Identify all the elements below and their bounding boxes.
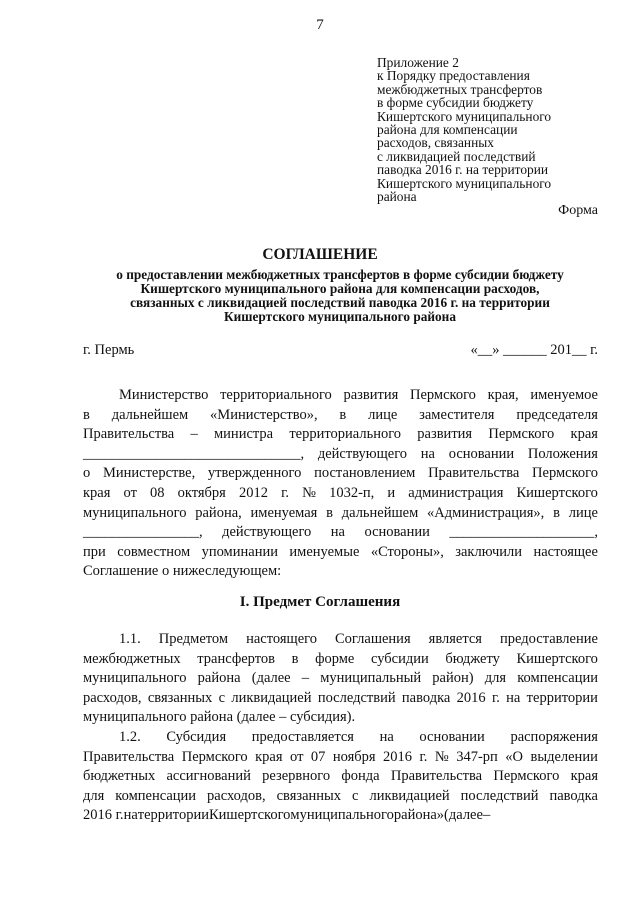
- word: на: [379, 729, 394, 745]
- word: в: [326, 504, 333, 521]
- word: Субсидия: [166, 729, 227, 745]
- page-number: 7: [316, 17, 324, 33]
- word: при: [83, 543, 106, 560]
- word: Правительства: [390, 768, 483, 785]
- word: Соглашение о нижеследующем:: [83, 563, 282, 580]
- word: именуемые: [289, 543, 360, 560]
- date-placeholder: «__» ______ 201__ г.: [470, 342, 598, 358]
- clause-line: [119, 630, 598, 649]
- preamble-line: [83, 464, 598, 483]
- word: муниципального района (далее – субсидия).: [83, 709, 356, 726]
- word: района: [197, 670, 241, 687]
- word: Пермского: [488, 426, 555, 443]
- section-heading: I. Предмет Соглашения: [239, 594, 401, 610]
- word: заместителя: [419, 406, 495, 423]
- word: от: [123, 485, 137, 501]
- word: лице: [368, 406, 398, 423]
- word: министра: [214, 426, 274, 443]
- clause-line: [83, 806, 598, 825]
- word: Кишертского: [208, 807, 291, 824]
- word: –: [190, 426, 198, 443]
- appendix-line: района для компенсации: [377, 122, 518, 138]
- word: Министерстве,: [102, 465, 196, 482]
- place-of-signing: г. Пермь: [83, 342, 135, 358]
- word: «Администрация»,: [427, 504, 545, 521]
- agreement-subtitle: [70, 268, 610, 324]
- word: территории: [526, 689, 598, 706]
- preamble-line: [83, 523, 598, 542]
- word: администрация: [408, 485, 504, 501]
- word: компенсации: [115, 787, 197, 804]
- word: дальнейшем: [111, 406, 189, 423]
- word: 08: [150, 485, 165, 501]
- clause-line: [83, 689, 598, 708]
- word: с: [218, 689, 226, 706]
- word: Предметом: [158, 631, 229, 647]
- word: 2016 г.: [83, 807, 124, 824]
- word: 2012: [238, 485, 268, 501]
- word: «Стороны»,: [370, 543, 444, 560]
- word: бюджетных: [83, 768, 156, 785]
- word: связанных: [276, 787, 342, 804]
- clause-line: [83, 650, 598, 669]
- word: Министерство: [119, 387, 209, 403]
- word: Пермского: [181, 748, 248, 765]
- word: –: [482, 807, 491, 824]
- word: форме: [315, 650, 355, 667]
- clause-line: [83, 748, 598, 767]
- word: район): [432, 670, 474, 687]
- appendix-line: паводка 2016 г. на территории: [377, 162, 549, 178]
- word: развития: [343, 387, 399, 403]
- word: Положения: [527, 445, 598, 462]
- word: на: [420, 445, 435, 462]
- word: связанных: [147, 689, 213, 706]
- word: Правительства: [428, 465, 520, 482]
- preamble-line: [83, 484, 598, 503]
- word: лице: [568, 504, 598, 521]
- word: в: [553, 504, 560, 521]
- word: настоящее: [533, 543, 598, 560]
- word: трансфертов: [197, 650, 275, 667]
- word: именуемая: [250, 504, 318, 521]
- preamble-line: [83, 425, 598, 444]
- word: основании: [419, 729, 485, 745]
- word: Правительства: [83, 748, 175, 765]
- word: 1.2.: [119, 729, 141, 745]
- word: муниципального: [290, 807, 394, 824]
- word: «О: [505, 748, 524, 765]
- word: г.: [281, 485, 290, 501]
- word: бюджету: [445, 650, 500, 667]
- appendix-line: Кишертского муниципального: [377, 108, 552, 124]
- word: паводка: [401, 689, 451, 706]
- word: заключили: [455, 543, 523, 560]
- word: территориального: [289, 426, 402, 443]
- word: предоставление: [500, 631, 598, 647]
- word: края,: [487, 387, 519, 403]
- agreement-title: СОГЛАШЕНИЕ: [262, 246, 378, 263]
- appendix-line: расходов, связанных: [377, 135, 494, 151]
- word: ________________,: [83, 524, 203, 541]
- word: (далее: [444, 807, 483, 824]
- word: 1032-п,: [329, 485, 375, 501]
- word: Соглашения: [335, 631, 411, 647]
- word: Пермского: [532, 465, 598, 482]
- word: 1.1.: [119, 631, 141, 647]
- word: №: [302, 485, 316, 501]
- word: фонда: [341, 768, 380, 785]
- word: для: [83, 787, 105, 804]
- clause-line: [83, 669, 598, 688]
- word: 2016: [456, 689, 486, 706]
- word: территории: [137, 807, 209, 824]
- word: «Министерство»,: [210, 406, 318, 423]
- word: Пермского: [493, 768, 560, 785]
- word: Правительства: [83, 426, 175, 443]
- word: ____________________,: [449, 524, 598, 541]
- word: г.: [491, 689, 500, 706]
- word: председателя: [516, 406, 598, 423]
- form-label: Форма: [558, 203, 598, 218]
- word: в: [291, 650, 299, 667]
- word: октября: [177, 485, 226, 501]
- clause-line: [83, 767, 598, 786]
- word: предоставляется: [251, 729, 354, 745]
- word: компенсации: [517, 670, 598, 687]
- word: дальнейшем: [341, 504, 419, 521]
- word: именуемое: [530, 387, 598, 403]
- word: о: [83, 465, 91, 482]
- word: распоряжения: [510, 729, 598, 745]
- word: на: [330, 524, 345, 541]
- word: выделении: [530, 748, 598, 765]
- clause-line: [83, 787, 598, 806]
- word: субсидии: [370, 650, 429, 667]
- subtitle-line: о предоставлении межбюджетных трансфертов в форме субсидии бюджету: [116, 267, 564, 282]
- word: в: [83, 406, 90, 423]
- word: на: [123, 807, 138, 824]
- preamble-line: [119, 386, 598, 405]
- word: района,: [195, 504, 242, 521]
- word: края: [83, 485, 111, 501]
- word: действующего: [317, 445, 408, 462]
- word: Пермского: [409, 387, 476, 403]
- preamble-line: [83, 543, 598, 562]
- word: 07: [310, 748, 326, 765]
- word: Кишертского: [516, 650, 598, 667]
- word: 2016: [383, 748, 413, 765]
- word: развития: [417, 426, 473, 443]
- word: основании: [364, 524, 430, 541]
- word: последствий: [317, 689, 396, 706]
- word: является: [428, 631, 482, 647]
- clause-line: [83, 708, 598, 727]
- word: ассигнований: [166, 768, 251, 785]
- word: района»: [393, 807, 445, 824]
- word: паводка: [549, 787, 598, 804]
- word: совместном: [117, 543, 191, 560]
- preamble-line: [83, 406, 598, 425]
- word: резервного: [262, 768, 331, 785]
- word: от: [290, 748, 304, 765]
- word: основании: [448, 445, 515, 462]
- word: №: [434, 748, 449, 765]
- subtitle-line: Кишертского муниципального района для компенсации расходов,: [140, 281, 540, 296]
- word: ______________________________,: [83, 445, 305, 462]
- word: действующего: [222, 524, 312, 541]
- appendix-line: в форме субсидии бюджету: [377, 95, 534, 111]
- preamble-line: [83, 445, 598, 464]
- word: Кишертского: [516, 485, 598, 501]
- preamble-line: [83, 562, 598, 581]
- word: муниципальный: [320, 670, 422, 687]
- word: ликвидацией: [369, 787, 450, 804]
- word: межбюджетных: [83, 650, 181, 667]
- word: и: [387, 485, 396, 501]
- word: ноября: [332, 748, 376, 765]
- appendix-line: района: [377, 189, 417, 205]
- word: муниципального: [83, 504, 187, 521]
- word: территориального: [220, 387, 332, 403]
- word: упоминании: [201, 543, 278, 560]
- preamble-line: [83, 504, 598, 523]
- word: края: [255, 748, 283, 765]
- word: ликвидацией: [231, 689, 312, 706]
- appendix-line: межбюджетных трансфертов: [377, 81, 543, 97]
- appendix-line: к Порядку предоставления: [377, 68, 530, 84]
- word: –: [301, 670, 310, 687]
- word: для: [484, 670, 507, 687]
- word: (далее: [251, 670, 291, 687]
- subtitle-line: связанных с ликвидацией последствий паводка 2016 г. на территории: [130, 295, 550, 310]
- word: 347-рп: [456, 748, 498, 765]
- word: с: [352, 787, 359, 804]
- appendix-line: Приложение 2: [377, 55, 459, 70]
- clause-line: [119, 728, 598, 747]
- word: последствий: [460, 787, 539, 804]
- appendix-line: с ликвидацией последствий: [377, 148, 536, 164]
- word: в: [339, 406, 347, 423]
- word: края: [570, 426, 598, 443]
- appendix-line: Кишертского муниципального: [377, 175, 552, 191]
- word: утвержденного: [207, 465, 302, 482]
- word: на: [506, 689, 521, 706]
- word: края: [570, 768, 598, 785]
- word: постановлением: [314, 465, 416, 482]
- word: расходов,: [207, 787, 266, 804]
- subtitle-line: Кишертского муниципального района: [224, 309, 456, 324]
- appendix-block: [377, 56, 622, 203]
- word: расходов,: [83, 689, 142, 706]
- word: настоящего: [246, 631, 317, 647]
- word: г.: [419, 748, 428, 765]
- word: муниципального: [83, 670, 187, 687]
